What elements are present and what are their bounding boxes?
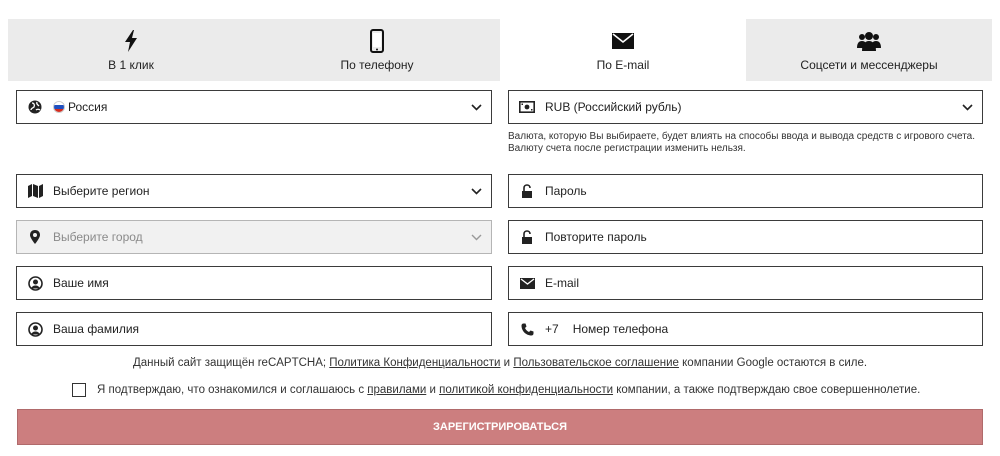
recaptcha-and: и: [500, 357, 514, 369]
chevron-down-icon: [461, 188, 491, 195]
tab-social[interactable]: [746, 19, 992, 81]
password-repeat-input[interactable]: [545, 230, 982, 244]
user-circle-icon: [17, 276, 53, 291]
password-repeat-field[interactable]: [508, 220, 983, 254]
lightning-icon: [124, 28, 138, 54]
tab-label: По E-mail: [596, 58, 650, 72]
phone-input[interactable]: [573, 322, 982, 336]
consent-checkbox[interactable]: [72, 383, 86, 397]
email-input[interactable]: [545, 276, 982, 290]
tab-email[interactable]: [500, 19, 746, 81]
phone-prefix: +7: [545, 322, 559, 336]
chevron-down-icon: [952, 104, 982, 111]
city-placeholder: Выберите город: [53, 230, 143, 244]
tab-one-click[interactable]: [8, 19, 254, 81]
consent-row: [72, 381, 920, 399]
last-name-input[interactable]: [53, 322, 491, 336]
currency-note: [508, 131, 983, 155]
recaptcha-notice: [0, 357, 1000, 369]
country-value: Россия: [68, 100, 108, 114]
city-select[interactable]: [16, 220, 492, 254]
phone-icon: [370, 28, 384, 54]
consent-text-before: Я подтверждаю, что ознакомился и соглашаюсь с: [97, 384, 368, 396]
last-name-field[interactable]: [16, 312, 492, 346]
region-select[interactable]: [16, 174, 492, 208]
recaptcha-text-after: компании Google остаются в силе.: [678, 357, 868, 369]
consent-and: и: [426, 384, 440, 396]
first-name-input[interactable]: [53, 276, 491, 290]
currency-select[interactable]: [508, 90, 983, 124]
chevron-down-icon: [461, 104, 491, 111]
map-icon: [17, 184, 53, 198]
password-field[interactable]: [508, 174, 983, 208]
privacy-link[interactable]: политикой конфиденциальности: [439, 384, 614, 396]
region-placeholder: Выберите регион: [53, 184, 150, 198]
currency-value: RUB (Российский рубль): [545, 100, 682, 114]
money-icon: [509, 101, 545, 113]
phone-handset-icon: [509, 323, 545, 336]
users-icon: [857, 28, 881, 54]
password-input[interactable]: [545, 184, 982, 198]
tab-label: Соцсети и мессенджеры: [800, 58, 938, 72]
tab-phone[interactable]: [254, 19, 500, 81]
chevron-down-icon: [461, 234, 491, 241]
globe-icon: [17, 100, 53, 114]
envelope-icon: [612, 28, 634, 54]
terms-link[interactable]: Пользовательское соглашение: [513, 357, 679, 369]
tab-label: По телефону: [340, 58, 414, 72]
consent-text: [97, 384, 920, 396]
recaptcha-text: Данный сайт защищён reCAPTCHA;: [132, 357, 330, 369]
email-field[interactable]: [508, 266, 983, 300]
russia-flag-icon: [53, 101, 65, 113]
registration-tabs: [8, 19, 992, 81]
envelope-icon: [509, 278, 545, 289]
phone-field[interactable]: [508, 312, 983, 346]
map-marker-icon: [17, 230, 53, 244]
user-circle-icon: [17, 322, 53, 337]
consent-text-after: компании, а также подтверждаю свое совершеннолетие.: [613, 384, 921, 396]
currency-note-line: Валюта, которую Вы выбираете, будет влиять на способы ввода и вывода средств с игрового счета.: [508, 131, 976, 142]
rules-link[interactable]: правилами: [367, 384, 427, 396]
lock-icon: [509, 184, 545, 199]
first-name-field[interactable]: [16, 266, 492, 300]
tab-label: В 1 клик: [108, 58, 154, 72]
lock-icon: [509, 230, 545, 245]
currency-note-line: Валюту счета после регистрации изменить нельзя.: [508, 143, 746, 154]
privacy-policy-link[interactable]: Политика Конфиденциальности: [329, 357, 501, 369]
register-button-label: ЗАРЕГИСТРИРОВАТЬСЯ: [432, 421, 568, 433]
country-select[interactable]: [16, 90, 492, 124]
register-button[interactable]: [17, 409, 983, 445]
